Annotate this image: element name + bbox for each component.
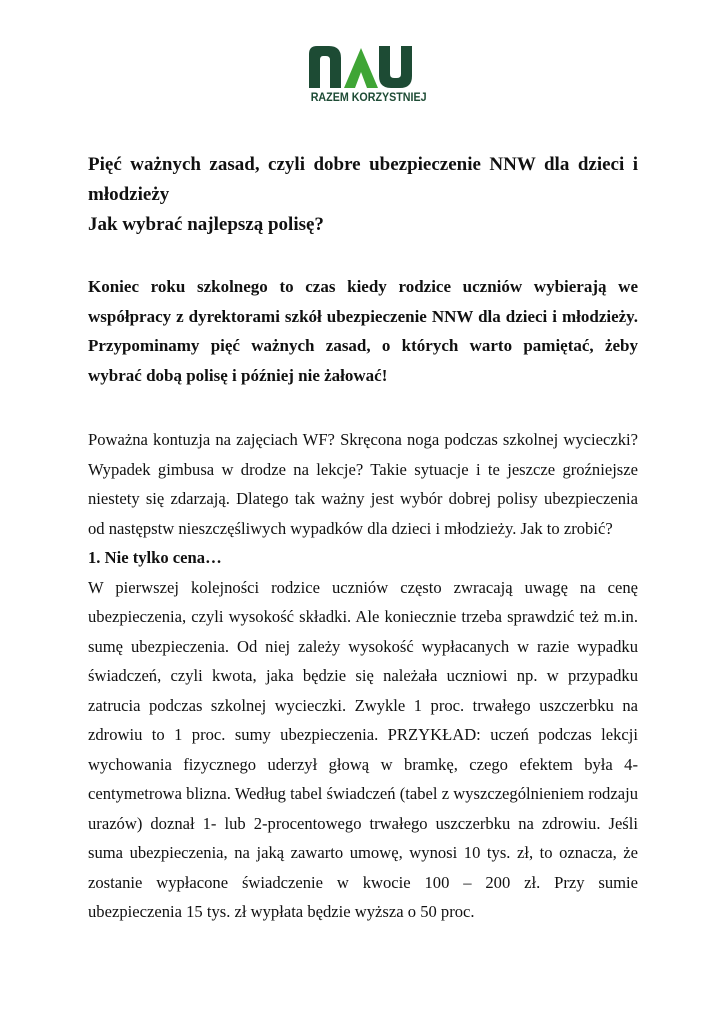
- nau-logo: [307, 44, 427, 108]
- article: [88, 150, 638, 927]
- article-title: Pięć ważnych zasad, czyli dobre ubezpieczenie NNW dla dzieci i młodzieży: [88, 154, 638, 205]
- nau-logo-mark: [307, 44, 413, 90]
- article-lead: Koniec roku szkolnego to czas kiedy rodzice uczniów wybierają we współpracy z dyrektorami szkół ubezpieczenie NNW dla dzieci i młodzieży. Przypominamy pięć ważnych zasad, o których warto pamiętać, żeby wybrać dobą polisę i później nie żałować!: [88, 277, 638, 385]
- section-1-body: W pierwszej kolejności rodzice uczniów często zwracają uwagę na cenę ubezpieczenia, czyli wysokość składki. Ale koniecznie trzeba sprawdzić też m.in. sumę ubezpieczenia. Od niej zależy wysokość wypłacanych w razie wypadku świadczeń, czyli kwota, jaka będzie się należała uczniowi np. w przypadku zatrucia podczas szkolnej wycieczki. Zwykle 1 proc. trwałego uszczerbku na zdrowiu to 1 proc. sumy ubezpieczenia. PRZYKŁAD: uczeń podczas lekcji wychowania fizycznego uderzył głową w bramkę, czego efektem była 4-centymetrowa blizna. Według tabel świadczeń (tabel z wyszczególnieniem rodzaju urazów) doznał 1- lub 2-procentowego trwałego uszczerbku na zdrowiu. Jeśli suma ubezpieczenia, na jaką zawarto umowę, wynosi 10 tys. zł, to oznacza, że zostanie wypłacone świadczenie w kwocie 100 – 200 zł. Przy sumie ubezpieczenia 15 tys. zł wypłata będzie wyższa o 50 proc.: [88, 577, 638, 921]
- logo-tagline: RAZEM KORZYSTNIEJ: [310, 92, 427, 104]
- article-intro: Poważna kontuzja na zajęciach WF? Skręcona noga podczas szkolnej wycieczki? Wypadek gimbusa w drodze na lekcje? Takie sytuacje i te jeszcze groźniejsze niestety się zdarzają. Dlatego tak ważny jest wybór dobrej polisy ubezpieczenia od następstw nieszczęśliwych wypadków dla dzieci i młodzieży. Jak to zrobić?: [88, 430, 638, 538]
- article-subtitle: Jak wybrać najlepszą polisę?: [88, 214, 324, 235]
- section-1-heading: 1. Nie tylko cena…: [88, 548, 222, 567]
